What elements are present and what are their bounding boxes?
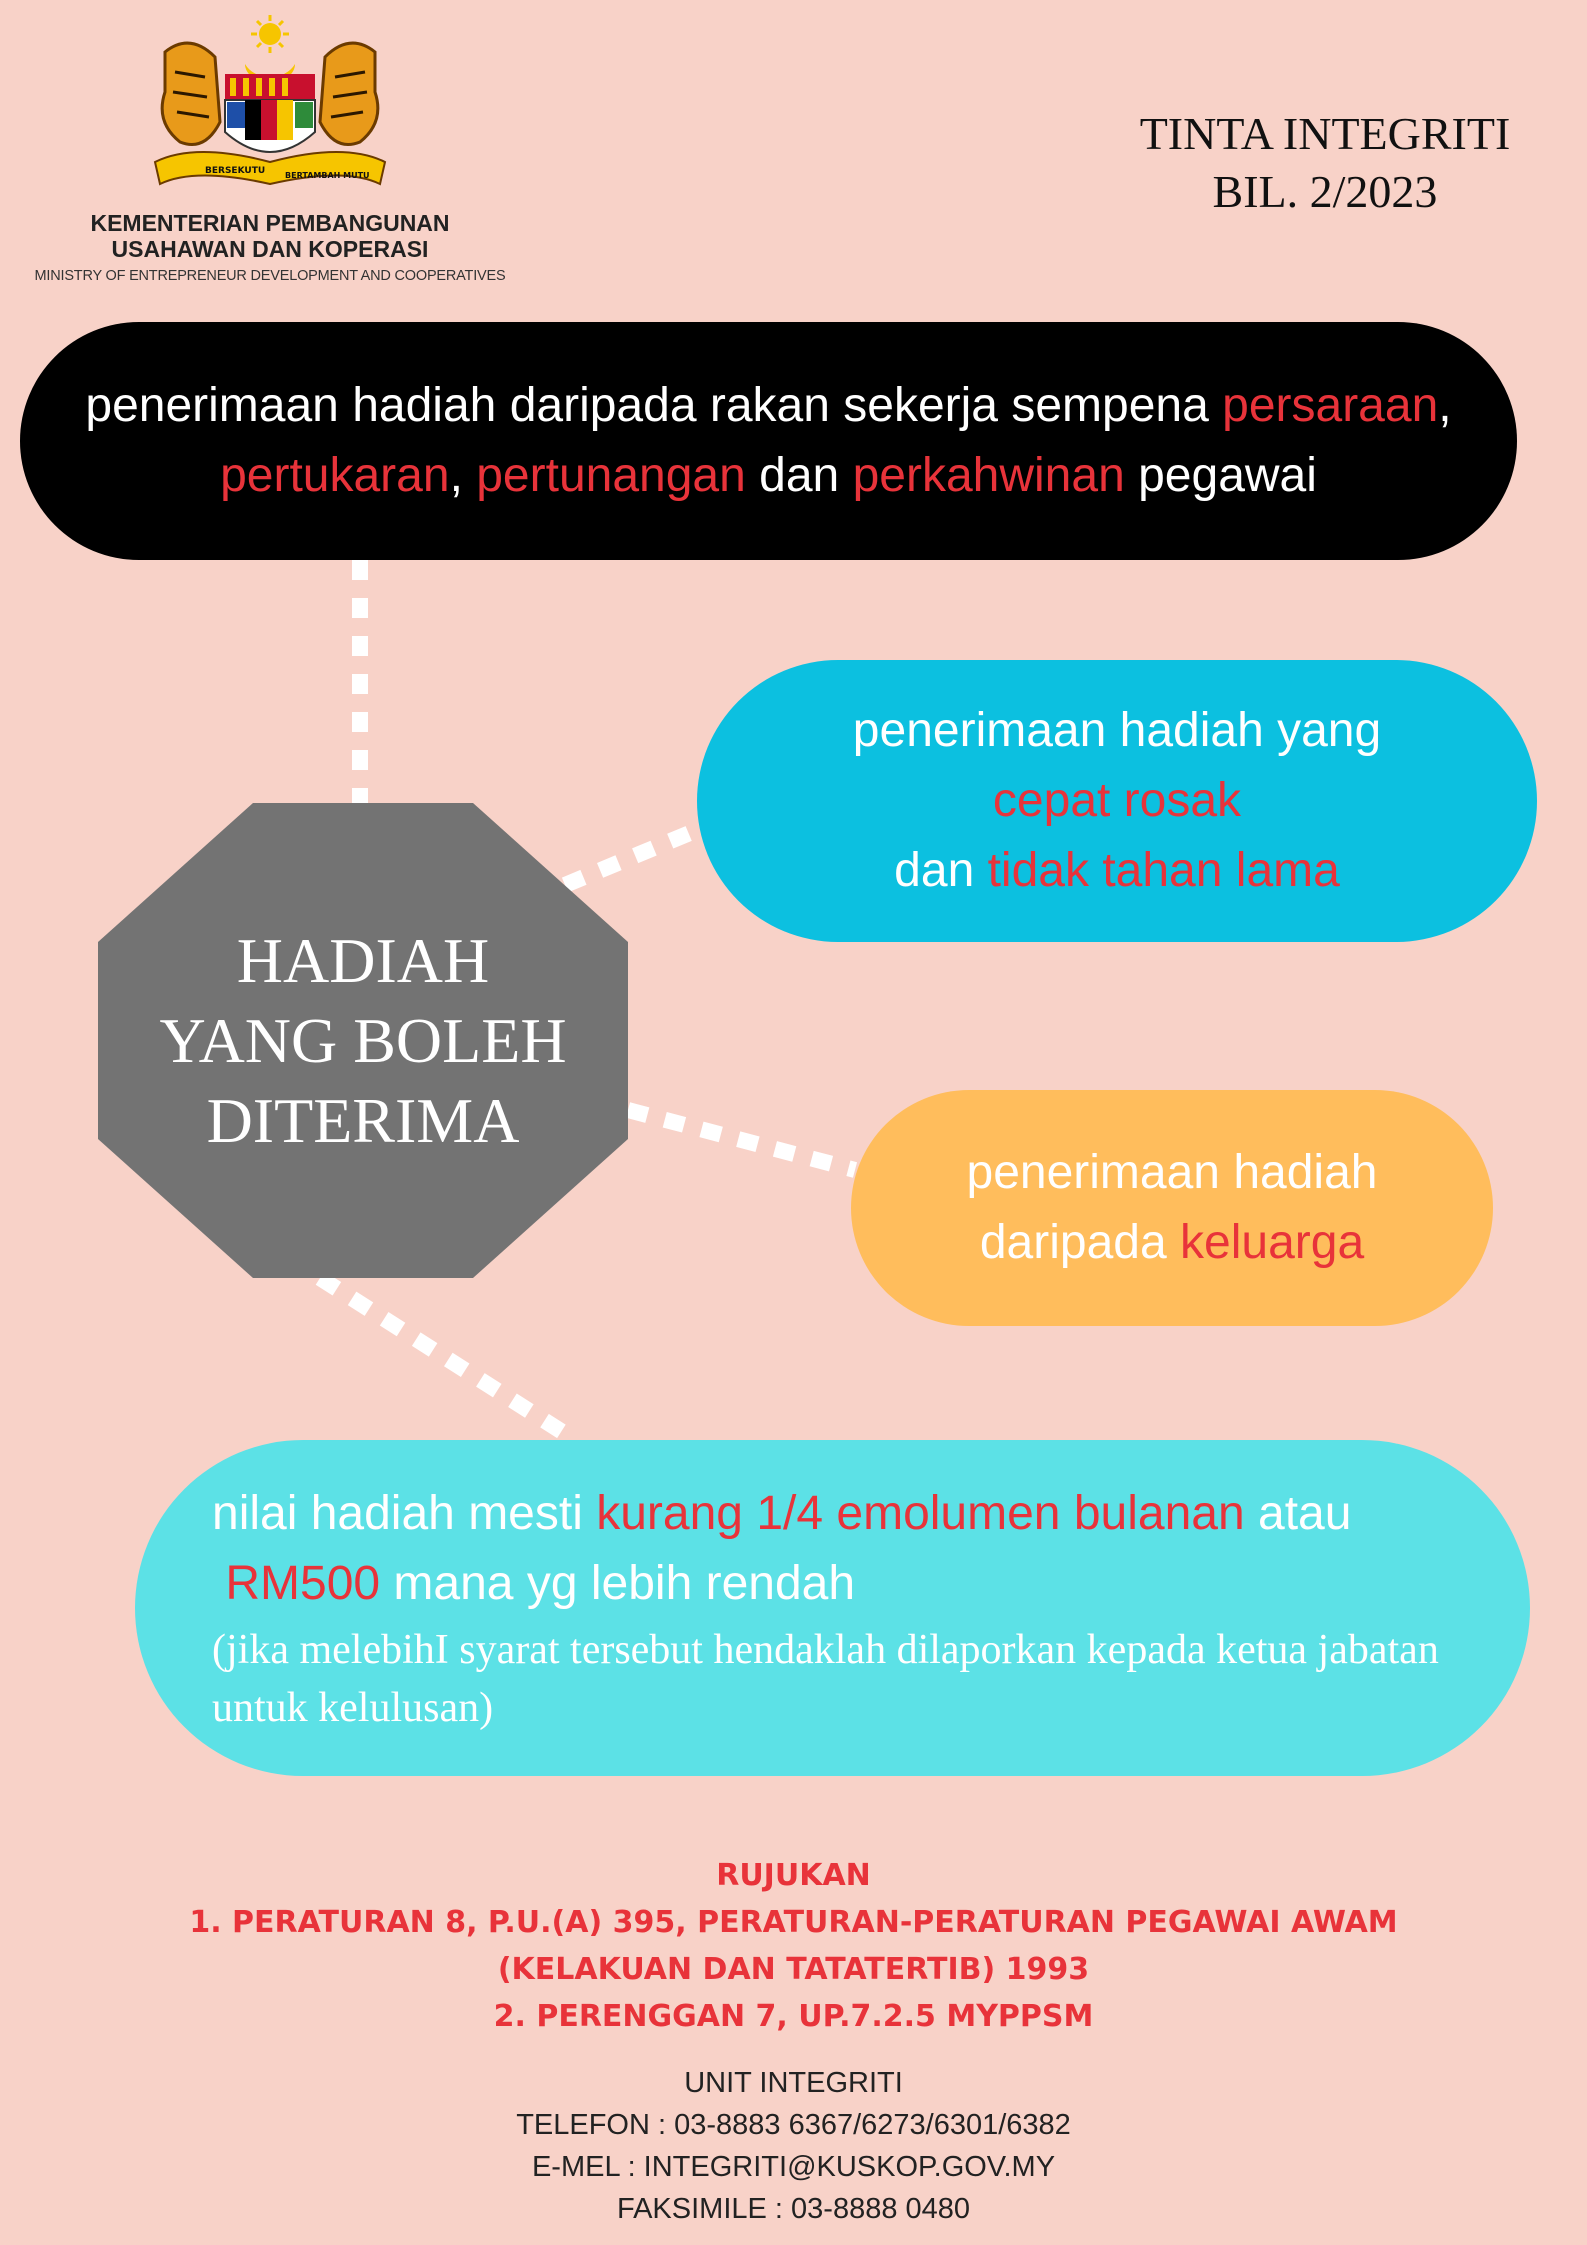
- reference-item-1-line1: 1. PERATURAN 8, P.U.(A) 395, PERATURAN-PERATURAN PEGAWAI AWAM: [189, 1905, 1398, 1940]
- reference-item-1-line2: (KELAKUAN DAN TATATERTIB) 1993: [497, 1952, 1090, 1987]
- highlight-emolumen: kurang 1/4 emolumen bulanan: [596, 1487, 1245, 1540]
- top-box-line1: [20, 371, 1517, 441]
- malaysia-coat-of-arms-icon: [135, 12, 405, 202]
- highlight-rm500: RM500: [225, 1557, 381, 1610]
- top-box-comma: ,: [1438, 379, 1452, 432]
- octagon-line3: DITERIMA: [206, 1084, 520, 1156]
- contact-phone: TELEFON : 03-8883 6367/6273/6301/6382: [516, 2109, 1071, 2141]
- references-heading: RUJUKAN: [716, 1858, 871, 1893]
- crest-banner-left: BERSEKUTU: [205, 166, 266, 176]
- highlight-pertukaran: pertukaran: [220, 449, 450, 502]
- value-box-note-line1: (jika melebihI syarat tersebut hendaklah dilaporkan kepada ketua jabatan: [212, 1627, 1439, 1673]
- family-box-daripada: daripada: [979, 1216, 1181, 1269]
- value-box-atau: atau: [1244, 1487, 1352, 1540]
- title-issue-number: BIL. 2/2023: [1212, 166, 1438, 217]
- perishable-box-dan: dan: [894, 844, 988, 897]
- top-box-text: penerimaan hadiah daripada rakan sekerja sempena: [85, 379, 1223, 432]
- crest-banner-right: BERTAMBAH MUTU: [285, 171, 370, 180]
- ministry-name-line1: KEMENTERIAN PEMBANGUNAN: [90, 210, 450, 236]
- contact-section: [200, 2062, 1387, 2230]
- highlight-perkahwinan: perkahwinan: [852, 449, 1125, 502]
- value-box-line1: [212, 1479, 1490, 1549]
- ministry-name-line2: USAHAWAN DAN KOPERASI: [111, 236, 429, 262]
- top-box-pegawai: pegawai: [1124, 449, 1317, 502]
- highlight-persaraan: persaraan: [1222, 379, 1439, 432]
- value-box-lebih-rendah: mana yg lebih rendah: [380, 1557, 856, 1610]
- perishable-gift-box: [697, 660, 1537, 942]
- value-box-line2: [212, 1549, 1490, 1619]
- value-box-note-line2: untuk kelulusan): [212, 1685, 494, 1731]
- title-line1: TINTA INTEGRITI: [1139, 108, 1511, 159]
- top-box-line2: [20, 441, 1517, 511]
- highlight-pertunangan: pertunangan: [476, 449, 746, 502]
- highlight-tidak-tahan-lama: tidak tahan lama: [987, 844, 1340, 897]
- family-box-line1: penerimaan hadiah: [966, 1146, 1378, 1199]
- perishable-box-line3: [697, 836, 1537, 906]
- highlight-cepat-rosak: cepat rosak: [992, 774, 1242, 827]
- value-box-note: [212, 1621, 1490, 1737]
- connector-to-value-box: [320, 1278, 575, 1440]
- octagon-line2: YANG BOLEH: [159, 1004, 567, 1076]
- highlight-keluarga: keluarga: [1180, 1216, 1365, 1269]
- retirement-transfer-wedding-box: [20, 322, 1517, 560]
- contact-unit: UNIT INTEGRITI: [684, 2067, 903, 2099]
- acceptable-gifts-title: [98, 803, 628, 1278]
- connector-to-family-box: [628, 1110, 855, 1170]
- contact-fax: FAKSIMILE : 03-8888 0480: [616, 2193, 971, 2225]
- ministry-name: [40, 210, 500, 262]
- references-section: [60, 1852, 1527, 2040]
- perishable-box-line1: penerimaan hadiah yang: [852, 704, 1382, 757]
- document-title: [1060, 105, 1587, 221]
- family-box-line2: [851, 1208, 1493, 1278]
- family-gift-box: [851, 1090, 1493, 1326]
- value-box-text: nilai hadiah mesti: [212, 1487, 597, 1540]
- reference-item-2: 2. PERENGGAN 7, UP.7.2.5 MYPPSM: [493, 1999, 1094, 2034]
- top-box-separator: ,: [449, 449, 477, 502]
- top-box-dan: dan: [745, 449, 853, 502]
- gift-value-limit-box: [135, 1440, 1530, 1776]
- ministry-name-english: MINISTRY OF ENTREPRENEUR DEVELOPMENT AND COOPERATIVES: [34, 268, 506, 284]
- contact-email: E-MEL : INTEGRITI@KUSKOP.GOV.MY: [531, 2151, 1056, 2183]
- octagon-line1: HADIAH: [236, 924, 490, 996]
